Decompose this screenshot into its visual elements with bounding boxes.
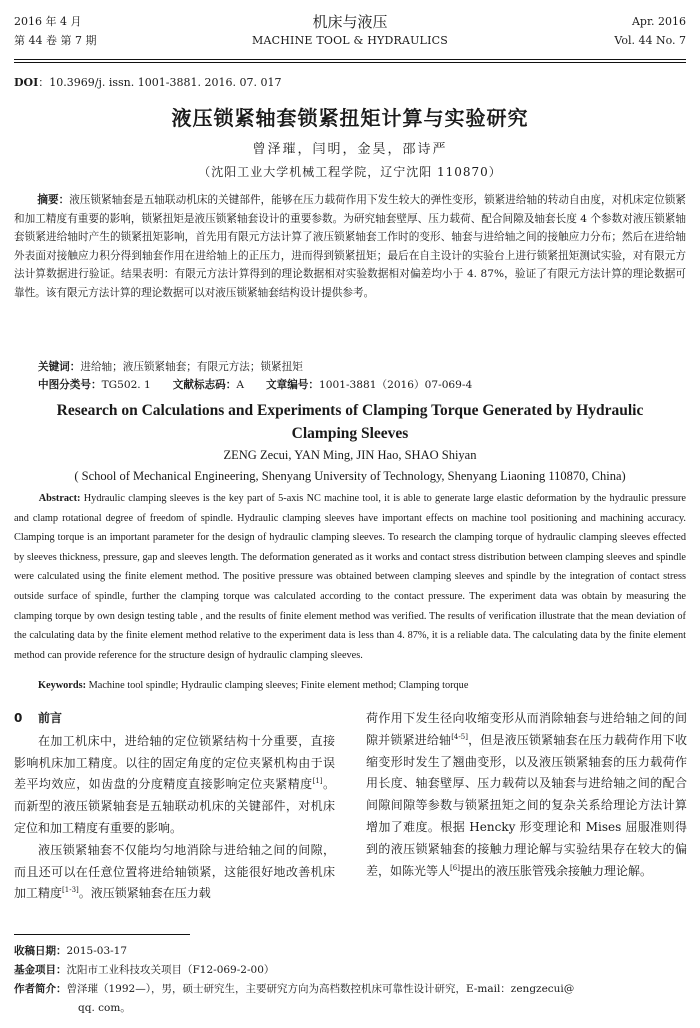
article-no-label: 文章编号：: [266, 379, 319, 391]
keywords-cn-label: 关键词：: [38, 361, 81, 373]
footnote-rule: [14, 934, 190, 935]
header-right: [614, 12, 686, 50]
citation[interactable]: [4-5]: [451, 732, 468, 741]
doi-label: DOI: [14, 76, 39, 89]
abstract-en-label: Abstract:: [38, 493, 81, 504]
paper-title-en: Research on Calculations and Experiments of Clamping Torque Generated by Hydraulic Clamping Sleeves: [56, 402, 644, 442]
paper-title-cn: 液压锁紧轴套锁紧扭矩计算与实验研究: [171, 106, 529, 130]
footnote-value: 曾泽璀（1992—），男，硕士研究生，主要研究方向为高档数控机床可靠性设计研究，E-mail：zengzecui@: [66, 983, 575, 995]
keywords-cn-text: 进给轴；液压锁紧轴套；有限元方法；锁紧扭矩: [80, 361, 303, 373]
footnote-label: 收稿日期：: [14, 945, 67, 957]
running-header: [14, 12, 686, 58]
clc-label: 中图分类号：: [38, 379, 102, 391]
doi-value[interactable]: 10.3969/j. issn. 1001-3881. 2016. 07. 017: [49, 76, 282, 89]
doi-line: DOI：10.3969/j. issn. 1001-3881. 2016. 07. 017: [14, 76, 282, 89]
body-column-left: [14, 708, 335, 905]
affiliation-cn: （沈阳工业大学机械工程学院，辽宁沈阳 110870）: [198, 165, 502, 179]
section-number: 0: [14, 711, 23, 725]
section-heading: [14, 708, 335, 730]
header-rule-thin: [14, 62, 686, 63]
header-rule-thick: [14, 59, 686, 60]
authors-cn: 曾泽璀，闫明，金昊，邵诗严: [252, 142, 448, 157]
affiliation-en: ( School of Mechanical Engineering, Shenyang University of Technology, Shenyang Liaoning 110870, China): [74, 469, 626, 483]
authors-en: ZENG Zecui, YAN Ming, JIN Hao, SHAO Shiyan: [223, 448, 477, 462]
section-title: 前言: [38, 711, 63, 725]
doc-code-value: A: [236, 379, 245, 391]
body-paragraph: [14, 840, 335, 905]
footnote-label: 基金项目：: [14, 964, 67, 976]
body-text: 液压锁紧轴套不仅能均匀地消除与进给轴之间的间隙，而且还可以在任意位置将进给轴锁紧，这能很好地改善机床加工精度: [14, 842, 335, 901]
citation[interactable]: [6]: [450, 863, 460, 872]
classification-line: [38, 376, 472, 394]
article-no-value: 1001-3881（2016）07-069-4: [318, 379, 473, 391]
body-text: 提出的液压胀管残余接触力理论解。: [459, 863, 652, 878]
footnote-value: 沈阳市工业科技攻关项目（F12-069-2-00）: [66, 964, 275, 976]
header-volume-cn: 第 44 卷 第 7 期: [14, 34, 97, 47]
footnote-label: 作者简介：: [14, 983, 67, 995]
citation[interactable]: [1]: [312, 777, 323, 786]
keywords-cn: [38, 358, 303, 376]
body-text: 。液压锁紧轴套在压力载: [78, 886, 211, 901]
keywords-en: [38, 677, 468, 695]
clc-value: TG502. 1: [101, 379, 151, 391]
abstract-cn-label: 摘要：: [37, 194, 70, 206]
footnote-fund: [14, 961, 686, 980]
footnotes: [14, 942, 686, 1018]
header-center: [14, 12, 686, 50]
doc-code-label: 文献标志码：: [172, 379, 237, 391]
journal-name-en: MACHINE TOOL & HYDRAULICS: [252, 34, 448, 47]
body-paragraph: [14, 731, 335, 840]
footnote-author-cont: qq. com。: [78, 1002, 131, 1014]
body-text: 。而新型的液压锁紧轴套是五轴联动机床的关键部件，对机床定位和加工精度有重要的影响。: [14, 777, 335, 835]
body-column-right: [366, 708, 687, 882]
body-text: ，但是液压锁紧轴套在压力载荷作用下收缩变形时发生了翘曲变形，以及液压锁紧轴套的压力载荷作用长度、轴套壁厚、压力载荷以及轴套与进给轴之间的配合间隙间隙等参数与锁紧扭矩之间的复杂关系给理论方法计算增加了难度。根据 Hencky 形变理论和 Mises 屈服准则得到的液压锁紧轴套的接触力理论解与实验结果存在较大的偏差，如陈光等人: [366, 732, 687, 878]
abstract-cn-text: 液压锁紧轴套是五轴联动机床的关键部件，能够在压力载荷作用下发生较大的弹性变形，锁紧进给轴的转动自由度，对机床定位锁紧和加工精度有重要的影响，锁紧扭矩是液压锁紧轴套设计的重要参数。为研究轴套壁厚、压力载荷、配合间隙及轴套长度 4 个参数对液压锁紧轴套锁紧进给轴时产生的锁紧扭矩影响，首先用有限元方法计算了液压锁紧轴套工作时的变形、轴套与进给轴之间的接触应力分布；然后在进给轴外表面对接触应力积分得到轴套作用在进给轴上的正压力，进而得到锁紧扭矩；最后在自主设计的实验台上进行锁紧扭矩测试实验，对有限元方法计算数据进行验证。结果表明：有限元方法计算得到的理论数据相对实验数据相对偏差均小于 4. 87%，验证了有限元方法计算的理论数据可靠性。该有限元方法计算的理论数据可以对液压锁紧轴套结构设计提供参考。: [14, 194, 686, 299]
body-paragraph: [366, 708, 687, 882]
footnote-value: 2015-03-17: [66, 945, 128, 957]
header-date-cn: 2016 年 4 月: [14, 15, 82, 28]
footnote-received: [14, 942, 686, 961]
footnote-author: [14, 980, 686, 999]
body-text: 荷作用下发生径向收缩变形从而消除轴套与进给轴之间的间隙并锁紧进给轴: [366, 711, 687, 747]
abstract-en: [14, 489, 686, 665]
citation[interactable]: [1-3]: [62, 886, 79, 895]
keywords-en-text: Machine tool spindle; Hydraulic clamping sleeves; Finite element method; Clamping torque: [88, 680, 469, 691]
abstract-en-text: Hydraulic clamping sleeves is the key part of 5-axis NC machine tool, it is able to generate large elastic deformation by the hydraulic pressure and clamp rotational degree of freedom of spindle. Hydraulic clamping sleeves have important effects on machine tool positioning and machining accuracy. Clamping torque is an important parameter for the design of hydraulic clamping sleeves. To research the clamping torque of hydraulic clamping sleeves effected by sleeves thickness, pressure, gap and sleeves length. The deformation generated as it works and contact stress distribution between clamping sleeves and spindle were calculated using the finite element method. The positive pressure was obtained between clamping sleeves and spindle by the integration of contact stress outside surface of spindle, further the clamping torque was calculated according to the contact pressure. The experiment data was obtain by measuring the clamping torque by own design testing table , and the results of finite element method was verified. The results of verification illustrate that the mean deviation of the calculating data by the finite element method relative to the experiment data is less than 4. 87%, it is a reliable data. The calculating data by the finite element method can provide reference for the structure design of hydraulic clamping sleeves.: [14, 493, 686, 661]
journal-name-cn: 机床与液压: [312, 13, 388, 31]
keywords-en-label: Keywords:: [38, 680, 87, 691]
abstract-cn: [14, 191, 686, 303]
header-volume-en: Vol. 44 No. 7: [614, 34, 686, 47]
header-date-en: Apr. 2016: [631, 15, 686, 28]
body-text: 在加工机床中，进给轴的定位锁紧结构十分重要，直接影响机床加工精度。以往的固定角度的定位夹紧机构由于误差平均效应，如齿盘的分度精度直接影响定位夹紧精度: [14, 733, 335, 792]
